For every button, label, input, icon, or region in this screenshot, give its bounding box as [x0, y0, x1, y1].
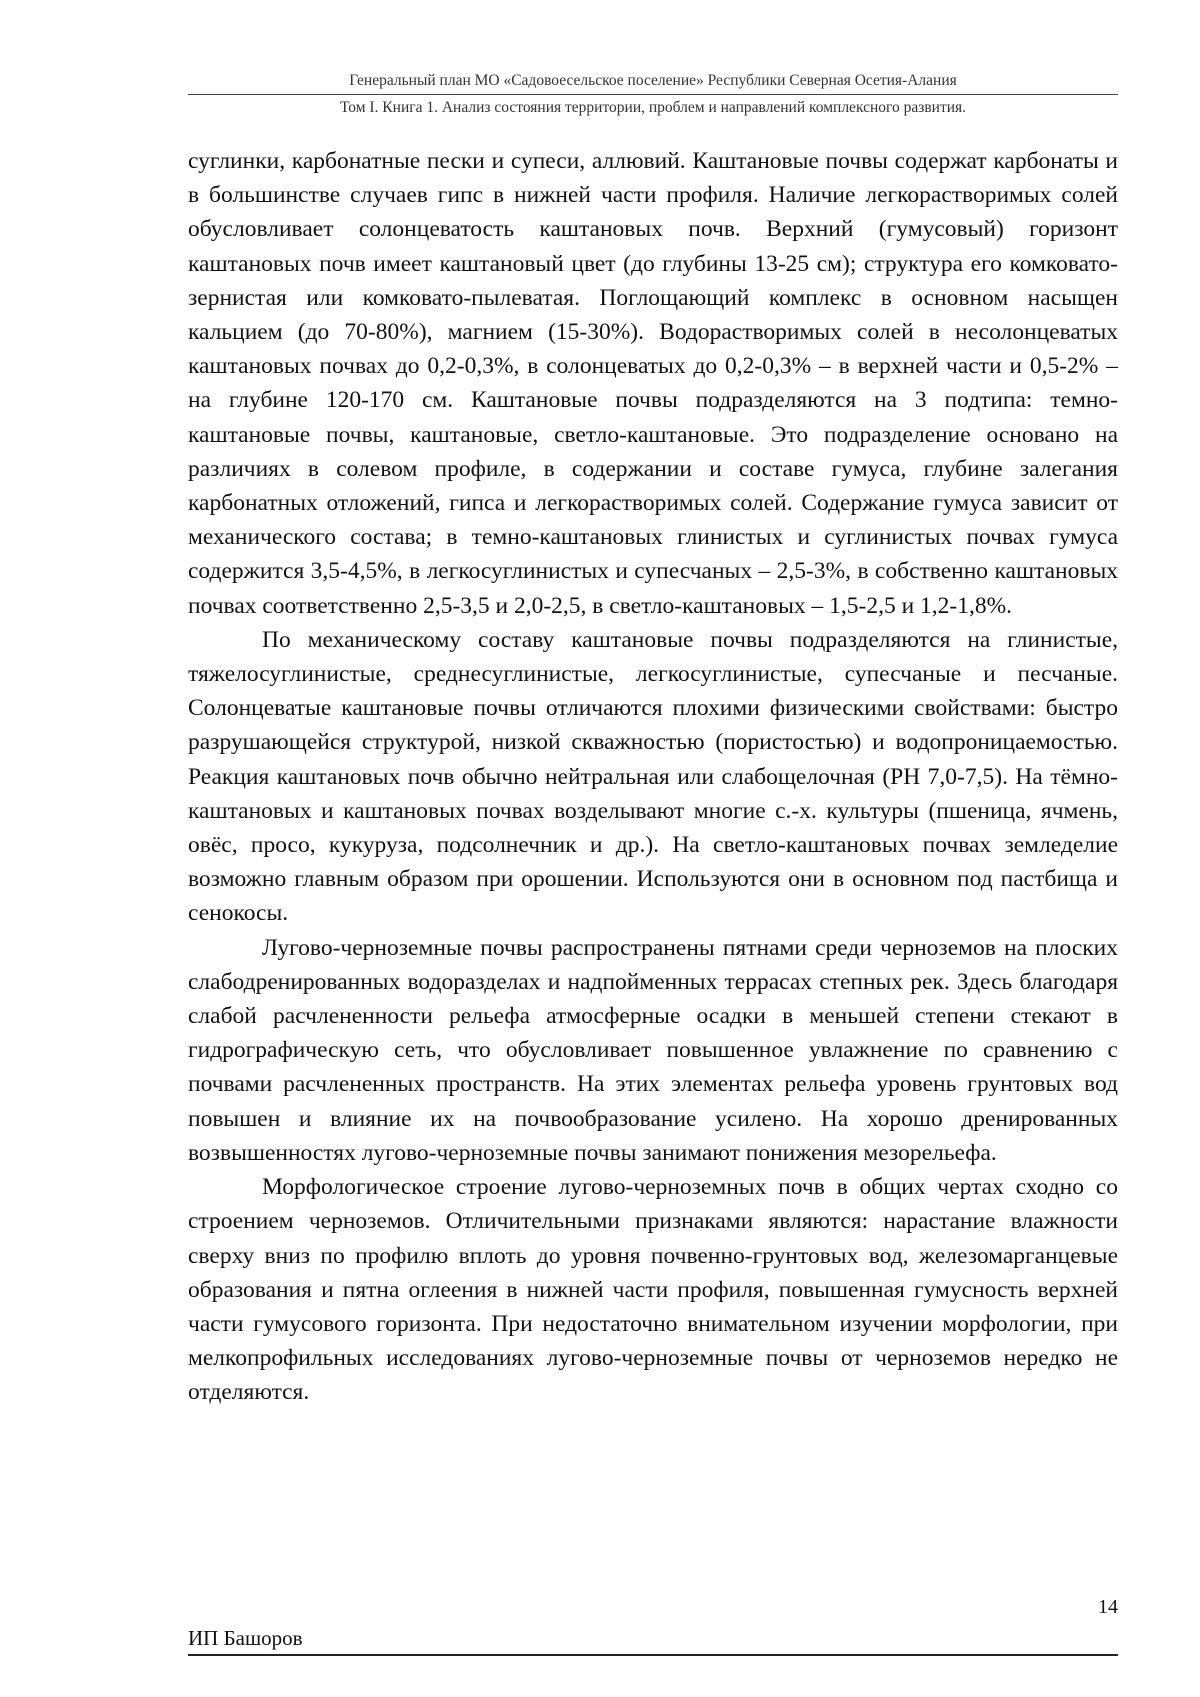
paragraph-morphological-structure: Морфологическое строение лугово-черноземных почв в общих чертах сходно со строением черноземов. Отличительными признаками являются: нарастание влажности сверху вниз по профилю вплоть до уровня почвенно-грунтовых вод, железомарганцевые образования и пятна оглеения в нижней части профиля, повышенная гумусность верхней части гумусового горизонта. При недостаточно внимательном изучении морфологии, при мелкопрофильных исследованиях лугово-черноземные почвы от черноземов нередко не отделяются.	[188, 1174, 1118, 1406]
header-document-title: Генеральный план МО «Садовоесельское поселение» Республики Северная Осетия-Алания	[188, 70, 1118, 95]
paragraph-meadow-chernozem-soils: Лугово-черноземные почвы распространены пятнами среди черноземов на плоских слабодренированных водоразделах и надпойменных террасах степных рек. Здесь благодаря слабой расчлененности рельефа атмосферные осадки в меньшей степени стекают в гидрографическую сеть, что обусловливает повышенное увлажнение по сравнению с почвами расчлененных пространств. На этих элементах рельефа уровень грунтовых вод повышен и влияние их на почвообразование усилено. На хорошо дренированных возвышенностях лугово-черноземные почвы занимают понижения мезорельефа.	[188, 934, 1118, 1166]
page-number: 14	[1098, 1596, 1118, 1618]
page-header	[188, 70, 1118, 119]
paragraph-continuation: суглинки, карбонатные пески и супеси, аллювий. Каштановые почвы содержат карбонаты и в большинстве случаев гипс в нижней части профиля. Наличие легкорастворимых солей обусловливает солонцеватость каштановых почв. Верхний (гумусовый) горизонт каштановых почв имеет каштановый цвет (до глубины 13-25 см); структура его комковато-зернистая или комковато-пылеватая. Поглощающий комплекс в основном насыщен кальцием (до 70-80%), магнием (15-30%). Водорастворимых солей в несолонцеватых каштановых почвах до 0,2-0,3%, в солонцеватых до 0,2-0,3% – в верхней части и 0,5-2% – на глубине 120-170 см. Каштановые почвы подразделяются на 3 подтипа: темно-каштановые почвы, каштановые, светло-каштановые. Это подразделение основано на различиях в солевом профиле, в содержании и составе гумуса, глубине залегания карбонатных отложений, гипса и легкорастворимых солей. Содержание гумуса зависит от механического состава; в темно-каштановых глинистых и суглинистых почвах гумуса содержится 3,5-4,5%, в легкосуглинистых и супесчаных – 2,5-3%, в собственно каштановых почвах соответственно 2,5-3,5 и 2,0-2,5, в светло-каштановых – 1,5-2,5 и 1,2-1,8%.	[188, 148, 1118, 619]
header-volume-title: Том I. Книга 1. Анализ состояния территории, проблем и направлений комплексного развития.	[339, 99, 967, 116]
page-footer	[188, 1623, 1118, 1656]
footer-author: ИП Башоров	[188, 1626, 303, 1650]
document-body	[188, 144, 1118, 1410]
paragraph-mechanical-composition: По механическому составу каштановые почвы подразделяются на глинистые, тяжелосуглинистые, среднесуглинистые, легкосуглинистые, супесчаные и песчаные. Солонцеватые каштановые почвы отличаются плохими физическими свойствами: быстро разрушающейся структурой, низкой скважностью (пористостью) и водопроницаемостью. Реакция каштановых почв обычно нейтральная или слабощелочная (РН 7,0-7,5). На тёмно-каштановых и каштановых почвах возделывают многие с.-х. культуры (пшеница, ячмень, овёс, просо, кукуруза, подсолнечник и др.). На светло-каштановых почвах земледелие возможно главным образом при орошении. Используются они в основном под пастбища и сенокосы.	[188, 626, 1118, 927]
